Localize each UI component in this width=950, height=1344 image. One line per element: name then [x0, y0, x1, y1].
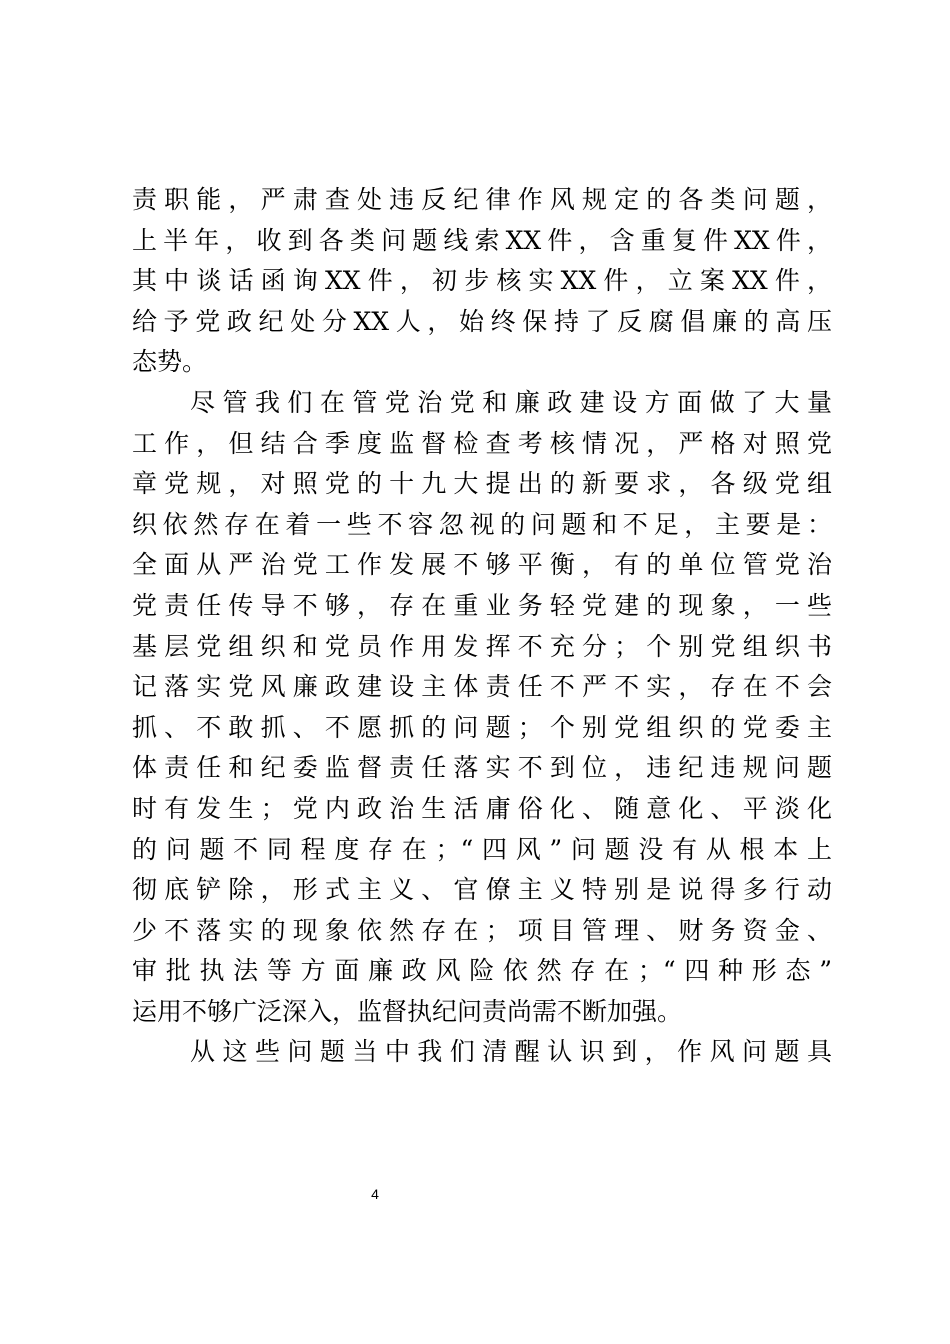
text-line: 记落实党风廉政建设主体责任不严不实，存在不会 [132, 672, 832, 702]
text-line: 从这些问题当中我们清醒认识到，作风问题具 [190, 1037, 832, 1067]
text-line: 体责任和纪委监督责任落实不到位，违纪违规问题 [132, 753, 832, 783]
text-line: 的问题不同程度存在；“四风”问题没有从根本上 [132, 834, 832, 864]
page-number: 4 [371, 1186, 379, 1202]
text-line: 运用不够广泛深入，监督执纪问责尚需不断加强。 [132, 996, 683, 1026]
text-line: 基层党组织和党员作用发挥不充分；个别党组织书 [132, 631, 832, 661]
text-line: 时有发生；党内政治生活庸俗化、随意化、平淡化 [132, 793, 832, 823]
text-line: 织依然存在着一些不容忽视的问题和不足，主要是： [132, 509, 832, 539]
text-line: 党责任传导不够，存在重业务轻党建的现象，一些 [132, 590, 832, 620]
text-line: 给予党政纪处分XX人，始终保持了反腐倡廉的高压 [132, 306, 832, 336]
text-line: 上半年，收到各类问题线索XX件，含重复件XX件， [132, 225, 832, 255]
text-line: 少不落实的现象依然存在；项目管理、财务资金、 [132, 915, 832, 945]
text-line: 态势。 [132, 347, 208, 377]
body-text [132, 180, 832, 1073]
text-line: 章党规，对照党的十九大提出的新要求，各级党组 [132, 469, 832, 499]
text-line: 抓、不敢抓、不愿抓的问题；个别党组织的党委主 [132, 712, 832, 742]
text-line: 尽管我们在管党治党和廉政建设方面做了大量 [190, 387, 832, 417]
text-line: 工作，但结合季度监督检查考核情况，严格对照党 [132, 428, 832, 458]
text-line: 审批执法等方面廉政风险依然存在；“四种形态” [132, 956, 832, 986]
text-line: 其中谈话函询XX件，初步核实XX件，立案XX件， [132, 266, 832, 296]
text-line: 彻底铲除，形式主义、官僚主义特别是说得多行动 [132, 875, 832, 905]
text-line: 全面从严治党工作发展不够平衡，有的单位管党治 [132, 550, 832, 580]
text-line: 责职能，严肃查处违反纪律作风规定的各类问题， [132, 185, 832, 214]
